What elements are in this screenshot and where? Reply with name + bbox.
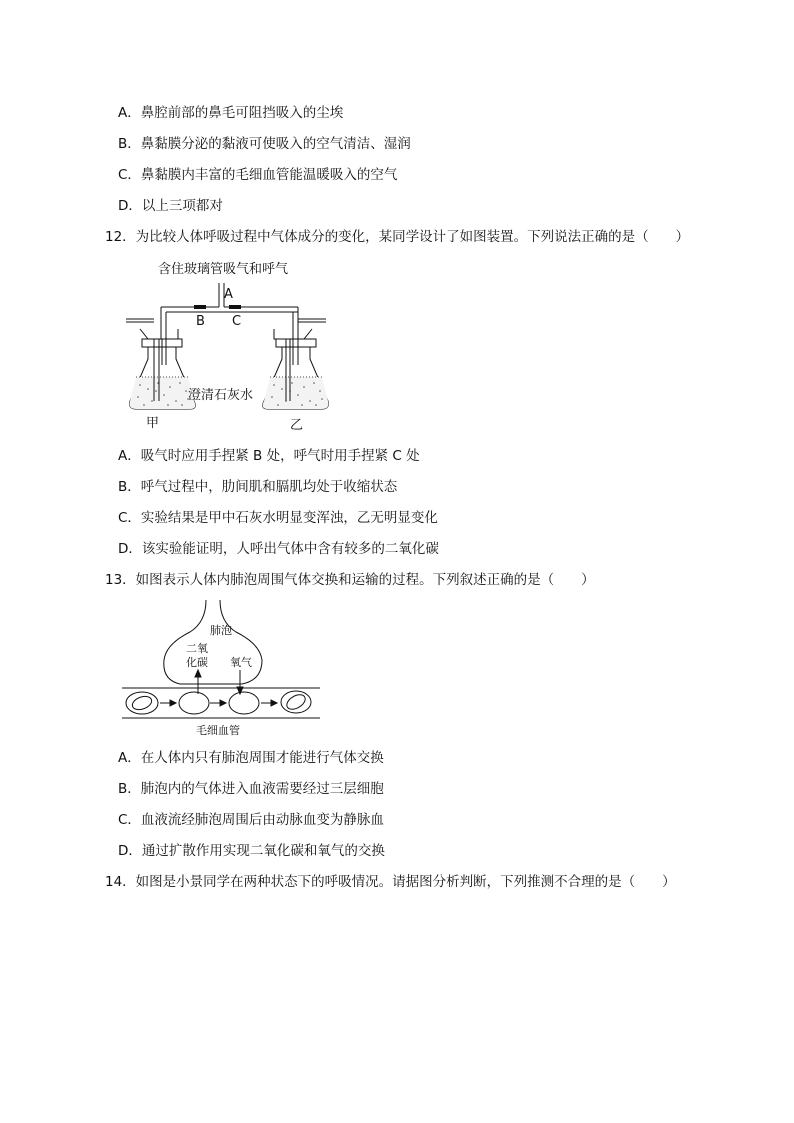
q13-option-b: B．肺泡内的气体进入血液需要经过三层细胞 <box>118 781 384 797</box>
q13-option-a: A．在人体内只有肺泡周围才能进行气体交换 <box>118 750 384 766</box>
clamp-c <box>229 305 241 309</box>
q13-option-d: D．通过扩散作用实现二氧化碳和氧气的交换 <box>118 843 385 859</box>
q12-apparatus-figure <box>118 255 358 435</box>
label-c: C <box>232 314 242 329</box>
liquid-label: 澄清石灰水 <box>188 388 254 403</box>
q11-option-a: A．鼻腔前部的鼻毛可阻挡吸入的尘埃 <box>118 105 344 121</box>
q12-option-d: D．该实验能证明，人呼出气体中含有较多的二氧化碳 <box>118 541 439 557</box>
q13-alveolus-figure <box>118 598 328 738</box>
alveolus-outline <box>164 600 262 684</box>
q11-option-c: C．鼻黏膜内丰富的毛细血管能温暖吸入的空气 <box>118 167 398 183</box>
co2-label-line2: 化碳 <box>186 656 208 669</box>
co2-arrow <box>195 670 201 694</box>
q12-option-a: A．吸气时应用手捏紧 B 处，呼气时用手捏紧 C 处 <box>118 448 420 464</box>
label-a: A <box>224 287 233 302</box>
q13-stem: 13．如图表示人体内肺泡周围气体交换和运输的过程。下列叙述正确的是（ ） <box>105 572 595 588</box>
q14-stem: 14．如图是小景同学在两种状态下的呼吸情况。请据图分析判断，下列推测不合理的是（ ） <box>105 874 676 890</box>
o2-label: 氧气 <box>230 656 252 669</box>
flask-right <box>263 319 329 409</box>
q13-option-c: C．血液流经肺泡周围后由动脉血变为静脉血 <box>118 812 384 828</box>
flask-left-label: 甲 <box>146 416 160 431</box>
tube-label: 含住玻璃管吸气和呼气 <box>158 262 289 277</box>
alveolus-label: 肺泡 <box>210 624 232 637</box>
flask-right-label: 乙 <box>290 418 304 433</box>
q12-option-b: B．呼气过程中，肋间肌和膈肌均处于收缩状态 <box>118 479 398 495</box>
q12-stem: 12．为比较人体呼吸过程中气体成分的变化，某同学设计了如图装置。下列说法正确的是（ ） <box>105 229 690 245</box>
o2-arrow <box>237 670 243 694</box>
q11-option-d: D．以上三项都对 <box>118 198 223 214</box>
q11-option-b: B．鼻黏膜分泌的黏液可使吸入的空气清洁、湿润 <box>118 136 411 152</box>
capillary-label: 毛细血管 <box>196 724 240 737</box>
co2-label-line1: 二氧 <box>186 642 208 655</box>
clamp-b <box>194 305 206 309</box>
label-b: B <box>196 314 205 329</box>
q12-option-c: C．实验结果是甲中石灰水明显变浑浊，乙无明显变化 <box>118 510 438 526</box>
